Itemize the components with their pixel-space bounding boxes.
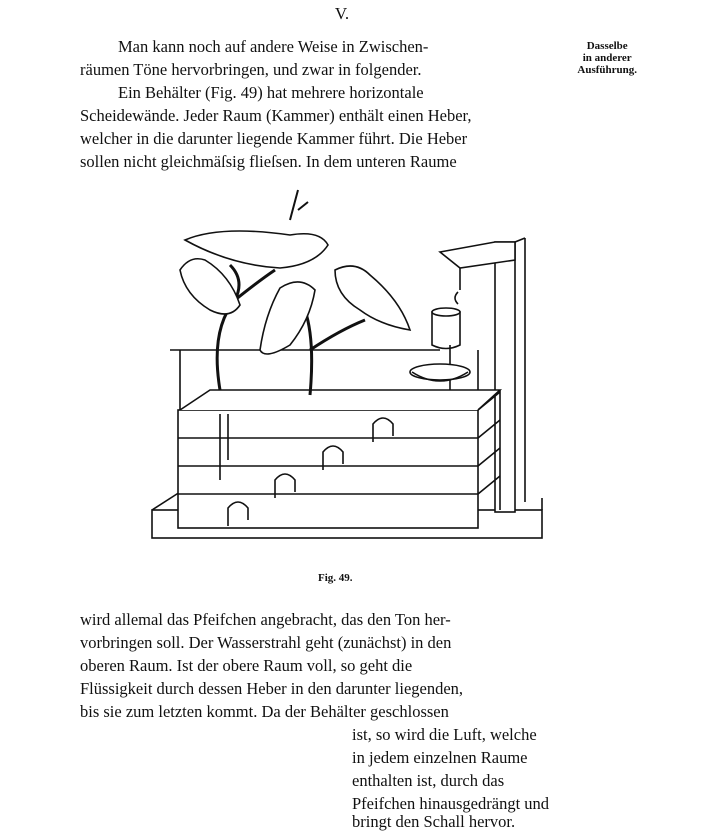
text-line: bringt den Schall hervor. <box>352 812 516 831</box>
text-line: wird allemal das Pfeifchen angebracht, das den Ton her- <box>80 610 451 629</box>
margin-note-line: Dasselbe <box>586 40 628 52</box>
text-line: räumen Töne hervorbringen, und zwar in folgender. <box>80 60 422 79</box>
text-line: Scheidewände. Jeder Raum (Kammer) enthält einen Heber, <box>80 106 472 125</box>
margin-note-line: Ausführung. <box>577 64 637 76</box>
margin-note-line: in anderer <box>582 52 632 64</box>
text-line: Ein Behälter (Fig. 49) hat mehrere horizontale <box>118 83 424 102</box>
text-line: sollen nicht gleichmäſsig flieſsen. In dem unteren Raume <box>80 152 457 171</box>
figure-illustration <box>140 180 560 570</box>
text-line: in jedem einzelnen Raume <box>352 748 528 767</box>
text-line: ist, so wird die Luft, welche <box>352 725 537 744</box>
text-line: Man kann noch auf andere Weise in Zwischen- <box>118 37 429 56</box>
page-number: V. <box>334 4 350 23</box>
text-line: enthalten ist, durch das <box>352 771 505 790</box>
margin-note <box>577 40 637 76</box>
text-line: vorbringen soll. Der Wasserstrahl geht (zunächst) in den <box>80 633 452 652</box>
text-line: welcher in die darunter liegende Kammer führt. Die Heber <box>80 129 468 148</box>
figure-caption: Fig. 49. <box>318 572 353 584</box>
text-line: bis sie zum letzten kommt. Da der Behälter geschlossen <box>80 702 449 721</box>
text-line: Flüssigkeit durch dessen Heber in den darunter liegenden, <box>80 679 464 698</box>
text-line: Pfeifchen hinausgedrängt und <box>352 794 550 813</box>
text-line: oberen Raum. Ist der obere Raum voll, so geht die <box>80 656 413 675</box>
